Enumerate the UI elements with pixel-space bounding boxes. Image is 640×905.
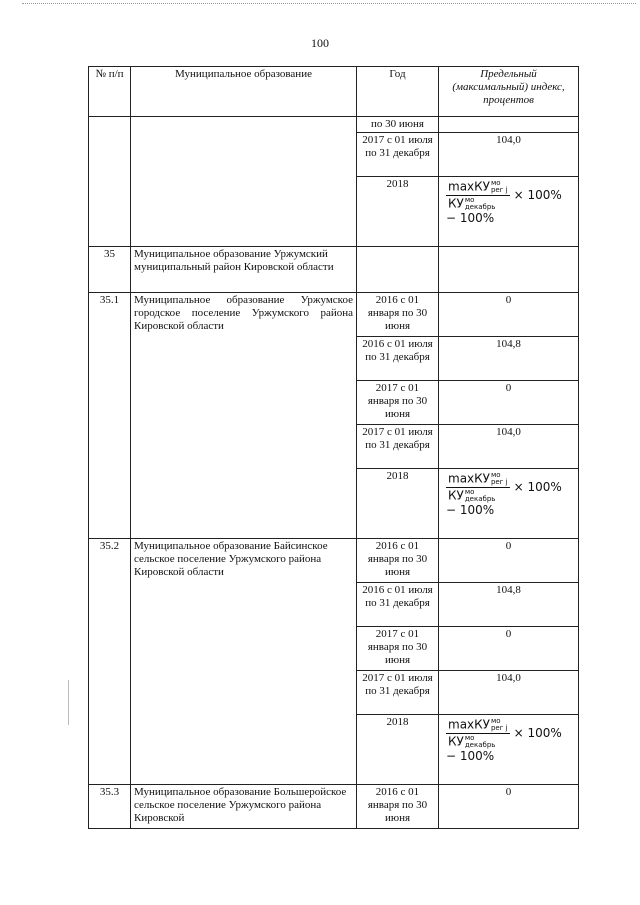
page-number: 100 [311, 36, 329, 50]
year-cell: 2018 [357, 469, 439, 539]
index-cell: 0 [439, 293, 579, 337]
year-cell: 2016 с 01 января по 30 июня [357, 293, 439, 337]
year-cell: 2017 с 01 июля по 31 декабря [357, 425, 439, 469]
cont-name-cell [131, 117, 357, 247]
tariff-index-table [88, 66, 579, 829]
year-cell: 2017 с 01 июля по 31 декабря [357, 671, 439, 715]
index-cell: 104,0 [439, 671, 579, 715]
section-number: 35 [89, 247, 131, 293]
year-cell: по 30 июня [357, 117, 439, 133]
year-cell: 2016 с 01 января по 30 июня [357, 785, 439, 829]
table-row [89, 785, 579, 829]
table-row [89, 117, 579, 133]
table-header-row [89, 67, 579, 117]
header-municipality: Муниципальное образование [131, 67, 357, 117]
year-cell: 2018 [357, 177, 439, 247]
municipality-name: Муниципальное образование Большеройское сельское поселение Уржумского района Кировской [131, 785, 357, 829]
index-cell: 0 [439, 785, 579, 829]
header-year: Год [357, 67, 439, 117]
header-index: Предельный (максимальный) индекс, процентов [439, 67, 579, 117]
header-num: № п/п [89, 67, 131, 117]
index-cell: 104,0 [439, 133, 579, 177]
cont-num-cell [89, 117, 131, 247]
row-number: 35.1 [89, 293, 131, 539]
index-formula: maxКУ мо рег j КУ мо декабрь × 100% [448, 717, 562, 749]
index-cell: 104,0 [439, 425, 579, 469]
municipality-name: Муниципальное образование Уржумское городское поселение Уржумского района Кировской области [131, 293, 357, 539]
year-cell: 2017 с 01 января по 30 июня [357, 381, 439, 425]
section-row [89, 247, 579, 293]
index-cell [439, 117, 579, 133]
formula-cell: maxКУ мо рег j КУ мо декабрь × 100% − 100% [439, 469, 579, 539]
section-name: Муниципальное образование Уржумский муниципальный район Кировской области [131, 247, 357, 293]
index-cell: 0 [439, 539, 579, 583]
year-cell: 2017 с 01 января по 30 июня [357, 627, 439, 671]
table-row [89, 293, 579, 337]
formula-cell: maxКУ мо рег j КУ мо декабрь × 100% − 100% [439, 715, 579, 785]
year-cell: 2018 [357, 715, 439, 785]
table-row [89, 539, 579, 583]
year-cell: 2016 с 01 января по 30 июня [357, 539, 439, 583]
index-cell: 0 [439, 381, 579, 425]
index-formula: maxКУ мо рег j КУ мо декабрь × 100% [448, 179, 562, 211]
index-cell: 104,8 [439, 583, 579, 627]
index-cell: 0 [439, 627, 579, 671]
top-dotted-rule [22, 3, 636, 4]
formula-cell: maxКУ мо рег j КУ мо декабрь × 100% − 100% [439, 177, 579, 247]
year-cell: 2016 с 01 июля по 31 декабря [357, 583, 439, 627]
year-cell: 2016 с 01 июля по 31 декабря [357, 337, 439, 381]
index-formula: maxКУ мо рег j КУ мо декабрь × 100% [448, 471, 562, 503]
municipality-name: Муниципальное образование Байсинское сельское поселение Уржумского района Кировской области [131, 539, 357, 785]
row-number: 35.3 [89, 785, 131, 829]
index-cell: 104,8 [439, 337, 579, 381]
scan-artifact-line [68, 680, 69, 725]
row-number: 35.2 [89, 539, 131, 785]
year-cell: 2017 с 01 июля по 31 декабря [357, 133, 439, 177]
